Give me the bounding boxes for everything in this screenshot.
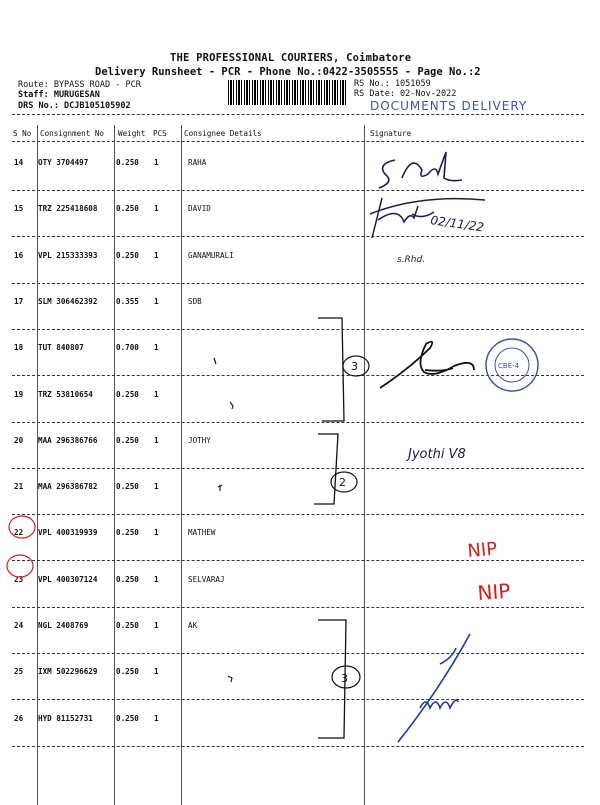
rs-number: RS No.: 1051059 xyxy=(354,79,431,89)
seal-center: CBE-4 xyxy=(498,362,520,370)
col-header-sno: S No xyxy=(13,129,32,138)
company-title: THE PROFESSIONAL COURIERS, Coimbatore xyxy=(170,52,412,64)
row-consignee: GANAMURALI xyxy=(188,251,234,260)
runsheet-subtitle: Delivery Runsheet - PCR - Phone No.:0422-3505555 - Page No.:2 xyxy=(95,66,481,78)
row-sno: 26 xyxy=(14,714,24,723)
group-count-18-19: 3 xyxy=(351,360,358,373)
row-weight: 0.250 xyxy=(116,204,139,213)
drs-number: DRS No.: DCJB105105902 xyxy=(18,101,131,111)
row-weight: 0.700 xyxy=(116,343,139,352)
col-header-consignment: Consignment No xyxy=(40,129,105,138)
row-weight: 0.250 xyxy=(116,667,139,676)
row-pcs: 1 xyxy=(154,390,159,399)
row-pcs: 1 xyxy=(154,667,159,676)
sdb-security-seal xyxy=(486,339,538,391)
pen-mark xyxy=(214,358,216,364)
row-pcs: 1 xyxy=(154,714,159,723)
signature-row-14 xyxy=(379,152,462,188)
row-consignee: DAVID xyxy=(188,204,211,213)
pen-mark xyxy=(218,485,222,491)
row-consignment-no: VPL 400319939 xyxy=(38,528,98,537)
col-header-pcs: PCS xyxy=(153,129,167,138)
row-weight: 0.250 xyxy=(116,621,139,630)
date-note: 02/11/22 xyxy=(429,213,485,235)
staff-info: Staff: MURUGESAN xyxy=(18,90,100,100)
signature-row-25 xyxy=(398,634,470,742)
row-sno: 19 xyxy=(14,390,24,399)
row-weight: 0.250 xyxy=(116,251,139,260)
row-pcs: 1 xyxy=(154,297,159,306)
row-weight: 0.250 xyxy=(116,482,139,491)
bracket-18-19 xyxy=(318,318,344,421)
row-consignment-no: IXM 502296629 xyxy=(38,667,98,676)
signature-row-18 xyxy=(380,342,474,388)
row-weight: 0.250 xyxy=(116,575,139,584)
documents-delivery-stamp: DOCUMENTS DELIVERY xyxy=(370,99,528,113)
col-header-details: Consignee Details xyxy=(184,129,262,138)
row-sno: 15 xyxy=(14,204,24,213)
row-consignee: RAHA xyxy=(188,158,207,167)
row-weight: 0.355 xyxy=(116,297,139,306)
circle-row-22 xyxy=(9,516,35,538)
row-sno: 14 xyxy=(14,158,24,167)
nip-row-22: NIP xyxy=(466,538,498,562)
row-pcs: 1 xyxy=(154,158,159,167)
row-consignment-no: HYD 81152731 xyxy=(38,714,93,723)
row-consignment-no: MAA 296386766 xyxy=(38,436,98,445)
col-header-signature: Signature xyxy=(370,129,412,138)
row-sno: 16 xyxy=(14,251,24,260)
row-pcs: 1 xyxy=(154,575,159,584)
row-consignment-no: TRZ 53810654 xyxy=(38,390,93,399)
rs-date: RS Date: 02-Nov-2022 xyxy=(354,89,457,99)
row-pcs: 1 xyxy=(154,621,159,630)
row-weight: 0.250 xyxy=(116,158,139,167)
row-sno: 25 xyxy=(14,667,24,676)
row-sno: 24 xyxy=(14,621,24,630)
row-consignee: JOTHY xyxy=(188,436,211,445)
row-consignment-no: TUT 840807 xyxy=(38,343,84,352)
row-consignment-no: VPL 400307124 xyxy=(38,575,98,584)
row-consignee: SELVARAJ xyxy=(188,575,225,584)
row-weight: 0.250 xyxy=(116,714,139,723)
row-consignee: MATHEW xyxy=(188,528,216,537)
row-consignee: AK xyxy=(188,621,198,630)
row-pcs: 1 xyxy=(154,436,159,445)
col-header-weight: Weight xyxy=(118,129,146,138)
signature-row-16: s.Rhd. xyxy=(397,255,426,265)
row-consignment-no: TRZ 225418608 xyxy=(38,204,98,213)
row-consignment-no: NGL 2408769 xyxy=(38,621,89,630)
row-sno: 21 xyxy=(14,482,24,491)
nip-row-23: NIP xyxy=(476,578,512,605)
row-pcs: 1 xyxy=(154,343,159,352)
group-count-24-26: 3 xyxy=(341,672,348,685)
bracket-20-21 xyxy=(314,434,338,504)
signature-row-20: Jyothi V8 xyxy=(408,447,466,462)
row-pcs: 1 xyxy=(154,482,159,491)
circle-row-23 xyxy=(7,555,33,577)
row-weight: 0.250 xyxy=(116,528,139,537)
row-sno: 22 xyxy=(14,528,24,537)
row-weight: 0.250 xyxy=(116,436,139,445)
group-count-20-21: 2 xyxy=(339,476,346,489)
row-pcs: 1 xyxy=(154,251,159,260)
row-consignment-no: SLM 306462392 xyxy=(38,297,98,306)
pen-mark xyxy=(230,402,233,409)
row-consignment-no: OTY 3704497 xyxy=(38,158,89,167)
row-pcs: 1 xyxy=(154,204,159,213)
row-consignment-no: VPL 215333393 xyxy=(38,251,98,260)
pen-mark xyxy=(228,676,232,682)
row-sno: 20 xyxy=(14,436,24,445)
row-sno: 23 xyxy=(14,575,24,584)
row-weight: 0.250 xyxy=(116,390,139,399)
route-info: Route: BYPASS ROAD - PCR xyxy=(18,80,141,90)
row-sno: 17 xyxy=(14,297,24,306)
row-pcs: 1 xyxy=(154,528,159,537)
row-consignee: SDB xyxy=(188,297,202,306)
row-consignment-no: MAA 296386782 xyxy=(38,482,98,491)
row-sno: 18 xyxy=(14,343,24,352)
